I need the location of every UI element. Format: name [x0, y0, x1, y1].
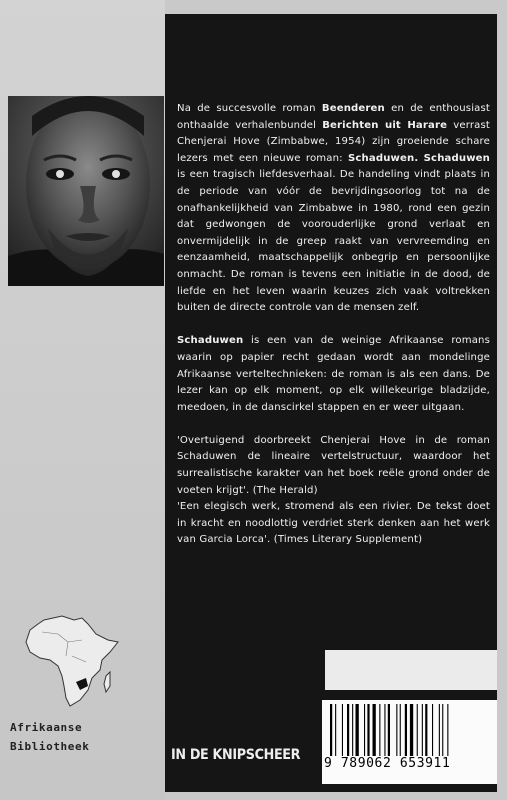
barcode-bars [330, 704, 490, 756]
publisher-logo: IN DE KNIPSCHEER [171, 747, 301, 763]
author-portrait [8, 96, 164, 286]
book-title-beenderen: Beenderen [321, 103, 385, 114]
label-sticker [325, 650, 497, 690]
book-title-schaduwen-2: Schaduwen [423, 152, 491, 164]
review-quote-tls: 'Een elegisch werk, stromend als een rivier. De tekst doet in kracht en noodlottig verdriet sterk denken aan het werk van Garcia Lorca'. (Times Literary Supplement) [177, 501, 490, 546]
book-title-berichten: Berichten uit Harare [322, 119, 448, 131]
series-name: Afrikaanse Bibliotheek [10, 721, 90, 753]
blurb-paragraph-2: Schaduwen is een van de weinige Afrikaanse romans waarin op papier recht gedaan wordt aan mondelinge Afrikaanse verteltechnieken: de roman is als een dans. De lezer kan op elk moment, op elk willekeurige bladzijde, meedoen, in de danscirkel stappen en er weer uitgaan. [177, 335, 490, 413]
isbn-number: 9 789062 653911 [324, 756, 451, 771]
africa-map-icon [22, 612, 127, 712]
book-title-schaduwen-3: Schaduwen [177, 335, 244, 347]
review-quote-herald: 'Overtuigend doorbreekt Chenjerai Hove in de roman Schaduwen de lineaire vertelstructuur, waardoor het surrealistische karakter van het boek reële grond onder de voeten krijgt'. (The Herald) [177, 434, 490, 496]
back-cover-blurb [177, 101, 490, 549]
book-title-schaduwen: Schaduwen. [347, 152, 419, 164]
blurb-paragraph-1: Na de succesvolle roman Beenderen en de enthousiast onthaalde verhalenbundel Berichten uit Harare verrast Chenjerai Hove (Zimbabwe, 1954) zijn groeiende schare lezers met een nieuwe roman: Schaduwen. Schaduwen is een tragisch liefdesverhaal. De handeling vindt plaats in de periode van vóór de bevrijdingsoorlog tot na de onafhankelijkheid van Zimbabwe in 1980, rond een gezin dat gedwongen de voorouderlijke grond verlaat en onvermijdelijk in de greep raakt van vervreemding en eenzaamheid, maatschappelijk onbegrip en persoonlijke onmacht. De roman is tevens een initiatie in de dood, de liefde en het leven waarin keuzes zich vaak voltrekken buiten de directe controle van de mensen zelf. [177, 103, 491, 314]
isbn-barcode [322, 700, 497, 784]
